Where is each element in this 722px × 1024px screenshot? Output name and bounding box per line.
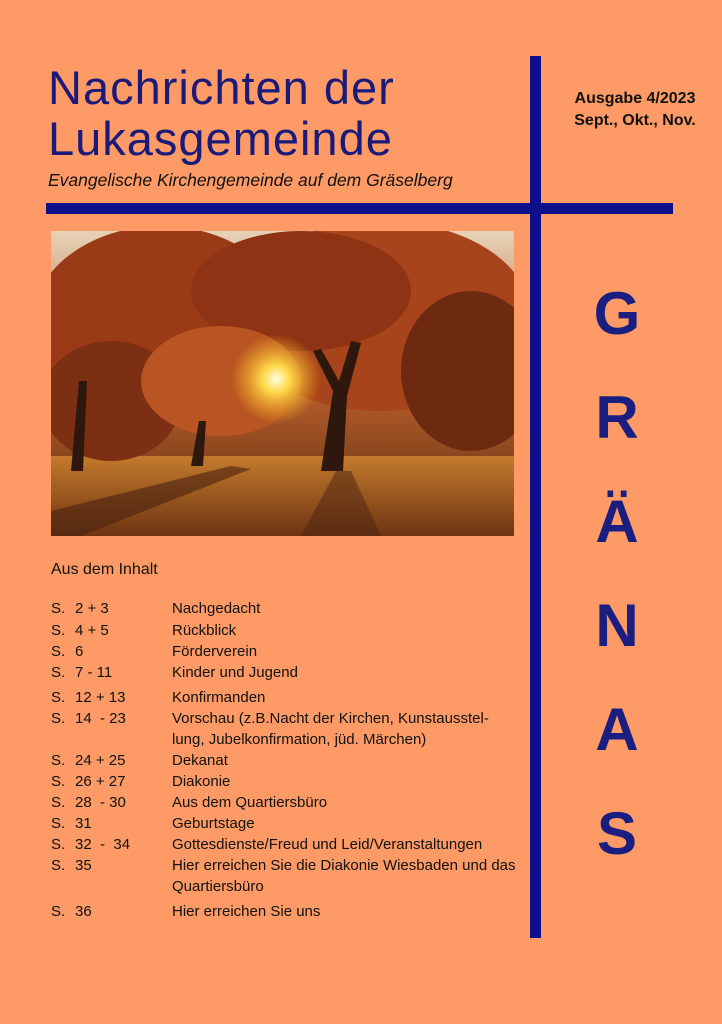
toc-title: Gottesdienste/Freud und Leid/Veranstaltungen	[172, 836, 483, 853]
masthead-letter: R	[595, 384, 639, 451]
toc-heading: Aus dem Inhalt	[51, 561, 158, 578]
toc-entry	[51, 598, 521, 619]
masthead-letter: G	[593, 280, 641, 347]
masthead-vertical-word	[562, 262, 672, 886]
cross-horizontal-bar	[46, 203, 673, 214]
toc-pages: 31	[75, 815, 92, 832]
toc-page-prefix: S.	[51, 773, 66, 790]
toc-title: Nachgedacht	[172, 600, 261, 617]
toc-entry	[51, 708, 521, 750]
toc-entry	[51, 687, 521, 708]
toc-entry	[51, 750, 521, 771]
toc-pages: 36	[75, 903, 92, 920]
toc-title: Hier erreichen Sie die Diakonie Wiesbaden und das Quartiersbüro	[172, 857, 516, 895]
issue-months: Sept., Okt., Nov.	[574, 112, 696, 129]
toc-pages: 14 - 23	[75, 710, 126, 727]
subtitle: Evangelische Kirchengemeinde auf dem Gräselberg	[48, 170, 453, 190]
toc-entry	[51, 855, 521, 897]
masthead-letter: Ä	[595, 488, 639, 555]
table-of-contents	[51, 598, 521, 922]
issue-number: Ausgabe 4/2023	[574, 90, 696, 107]
page-title	[48, 62, 395, 164]
toc-page-prefix: S.	[51, 836, 66, 853]
toc-title: Förderverein	[172, 643, 258, 660]
toc-title: Konfirmanden	[172, 689, 266, 706]
toc-pages: 24 + 25	[75, 752, 126, 769]
toc-title: Hier erreichen Sie uns	[172, 903, 321, 920]
toc-page-prefix: S.	[51, 794, 66, 811]
toc-page-prefix: S.	[51, 664, 66, 681]
toc-entry	[51, 620, 521, 641]
toc-pages: 26 + 27	[75, 773, 126, 790]
title-line-2: Lukasgemeinde	[48, 112, 393, 165]
toc-entry	[51, 771, 521, 792]
toc-page-prefix: S.	[51, 752, 66, 769]
toc-page-prefix: S.	[51, 689, 66, 706]
toc-page-prefix: S.	[51, 857, 66, 874]
toc-page-prefix: S.	[51, 600, 66, 617]
toc-entry	[51, 662, 521, 683]
toc-pages: 6	[75, 643, 84, 660]
autumn-tree-photo	[51, 231, 514, 536]
toc-pages: 35	[75, 857, 92, 874]
toc-entry	[51, 641, 521, 662]
title-line-1: Nachrichten der	[48, 61, 395, 114]
toc-page-prefix: S.	[51, 622, 66, 639]
toc-page-prefix: S.	[51, 815, 66, 832]
toc-entry	[51, 834, 521, 855]
toc-page-prefix: S.	[51, 710, 66, 727]
toc-title: Vorschau (z.B.Nacht der Kirchen, Kunstausstel-lung, Jubelkonfirmation, jüd. Märchen)	[172, 710, 489, 748]
toc-entry	[51, 901, 521, 922]
toc-entry	[51, 792, 521, 813]
toc-title: Diakonie	[172, 773, 231, 790]
toc-title: Geburtstage	[172, 815, 255, 832]
masthead-letter: N	[595, 592, 639, 659]
masthead-letter: A	[595, 696, 639, 763]
issue-info	[560, 88, 710, 132]
toc-title: Rückblick	[172, 622, 237, 639]
toc-entry	[51, 813, 521, 834]
toc-pages: 4 + 5	[75, 622, 109, 639]
cross-vertical-bar	[530, 56, 541, 938]
toc-title: Aus dem Quartiersbüro	[172, 794, 328, 811]
toc-pages: 7 - 11	[75, 664, 113, 681]
toc-pages: 28 - 30	[75, 794, 126, 811]
toc-pages: 12 + 13	[75, 689, 126, 706]
toc-title: Dekanat	[172, 752, 228, 769]
toc-page-prefix: S.	[51, 643, 66, 660]
masthead-letter: S	[596, 800, 638, 867]
toc-page-prefix: S.	[51, 903, 66, 920]
toc-pages: 2 + 3	[75, 600, 109, 617]
toc-title: Kinder und Jugend	[172, 664, 298, 681]
toc-pages: 32 - 34	[75, 836, 131, 853]
